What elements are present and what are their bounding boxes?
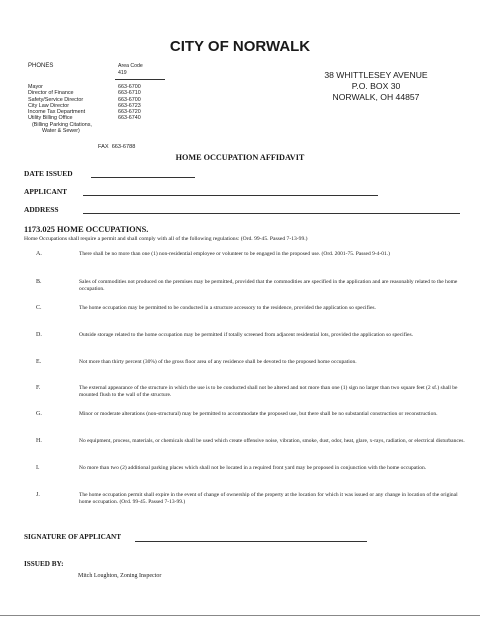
area-code-label: Area Code: [118, 63, 143, 69]
item-text: The home occupation may be permitted to be conducted in a structure accessory to the residence, provided the application so specifies.: [79, 305, 376, 311]
directory-phone: 663-6740: [118, 115, 141, 122]
item-letter: E.: [36, 359, 42, 365]
directory-phone: 663-6723: [118, 102, 141, 109]
item-letter: J.: [36, 492, 40, 498]
item-text: Sales of commodities not produced on the premises may be permitted, provided that the commodities are specified in the application and are reasonably related to the home occupation.: [79, 279, 458, 292]
address-line: NORWALK, OH 44857: [332, 92, 420, 102]
directory-name: Income Tax Department: [28, 109, 86, 116]
page-bottom-divider: [0, 615, 480, 616]
item-text: Minor or moderate alterations (non-structural) may be permitted to accommodate the proposed use, but there shall be no substantial construction or reconstruction.: [79, 411, 438, 417]
item-letter: I.: [36, 465, 40, 471]
item-letter: H.: [36, 438, 42, 444]
section-heading: 1173.025 HOME OCCUPATIONS.: [24, 225, 149, 234]
area-code-value: 419: [118, 70, 127, 76]
area-code-block: [118, 63, 143, 77]
address-label: ADDRESS: [24, 205, 59, 214]
city-address: [306, 70, 446, 103]
item-letter: F.: [36, 385, 41, 391]
applicant-line[interactable]: [83, 195, 378, 196]
item-text: No equipment, process, materials, or chemicals shall be used which create offensive noise, vibration, smoke, dust, odor, heat, glare, x-rays, radiation, or electrical disturbances.: [79, 438, 465, 444]
item-text: Not more than thirty percent (30%) of the gross floor area of any residence shall be devoted to the proposed home occupation.: [79, 359, 357, 365]
signature-line[interactable]: [135, 541, 367, 542]
directory-name: Safety/Service Director: [28, 96, 84, 103]
item-letter: C.: [36, 305, 42, 311]
fax-number: 663-6788: [111, 144, 136, 150]
directory-name: Water & Sewer): [42, 128, 80, 135]
item-text: There shall be no more than one (1) non-residential employee or volunteer to be engaged in the proposed use. (Ord. 2001-75. Passed 9-4-01.): [79, 251, 390, 257]
fax-line: [98, 144, 135, 150]
phones-label: PHONES: [28, 63, 54, 69]
directory-phone: 663-6710: [118, 90, 141, 97]
address-line-field[interactable]: [83, 213, 460, 214]
item-letter: B.: [36, 279, 42, 285]
date-issued-line[interactable]: [91, 177, 195, 178]
item-text: The home occupation permit shall expire in the event of change of ownership of the property at the location for which it was issued or any change in location of the original home occupation. (Ord. 99-45. Passed 7-13-99.): [79, 492, 458, 505]
directory-phones: [118, 84, 141, 122]
item-text: Outside storage related to the home occupation may be permitted if totally screened from adjacent residential lots, provided the application so specifies.: [79, 332, 414, 338]
inspector-name: Mitch Loughton, Zoning Inspector: [78, 573, 162, 579]
item-letter: A.: [36, 251, 42, 257]
directory-phone: 663-6700: [118, 96, 141, 103]
item-letter: D.: [36, 332, 42, 338]
directory-phone: 663-6700: [118, 84, 141, 90]
issued-by-label: ISSUED BY:: [24, 560, 64, 568]
area-code-underline: [115, 79, 165, 80]
applicant-label: APPLICANT: [24, 187, 68, 196]
form-heading: HOME OCCUPATION AFFIDAVIT: [175, 153, 305, 162]
signature-label: SIGNATURE OF APPLICANT: [24, 533, 122, 541]
item-text: The external appearance of the structure in which the use is to be conducted shall not be altered and not more than one (1) sign no larger than two square feet (2 sf.) shall be mounted flush to the wall of the structure.: [79, 385, 458, 398]
directory-phone: 663-6720: [118, 109, 141, 116]
page-title: CITY OF NORWALK: [169, 38, 311, 55]
item-letter: G.: [36, 411, 42, 417]
date-issued-label: DATE ISSUED: [24, 169, 73, 178]
fax-label: FAX: [98, 144, 109, 150]
directory-name: Utility Billing Office: [28, 115, 73, 122]
item-text: No more than two (2) additional parking places which shall not be located in a required front yard may be proposed in conjunction with the home occupation.: [79, 465, 427, 471]
directory-name: Director of Finance: [28, 90, 74, 97]
directory-names: [28, 84, 92, 134]
address-line: P.O. BOX 30: [351, 81, 401, 91]
directory-name: (Billing Parking Citations,: [32, 121, 92, 128]
section-intro: Home Occupations shall require a permit and shall comply with all of the following regulations: (Ord. 99-45. Passed 7-13-99.): [24, 236, 308, 242]
address-line: 38 WHITTLESEY AVENUE: [324, 70, 428, 80]
directory-name: Mayor: [28, 84, 43, 90]
directory-name: City Law Director: [28, 102, 70, 109]
